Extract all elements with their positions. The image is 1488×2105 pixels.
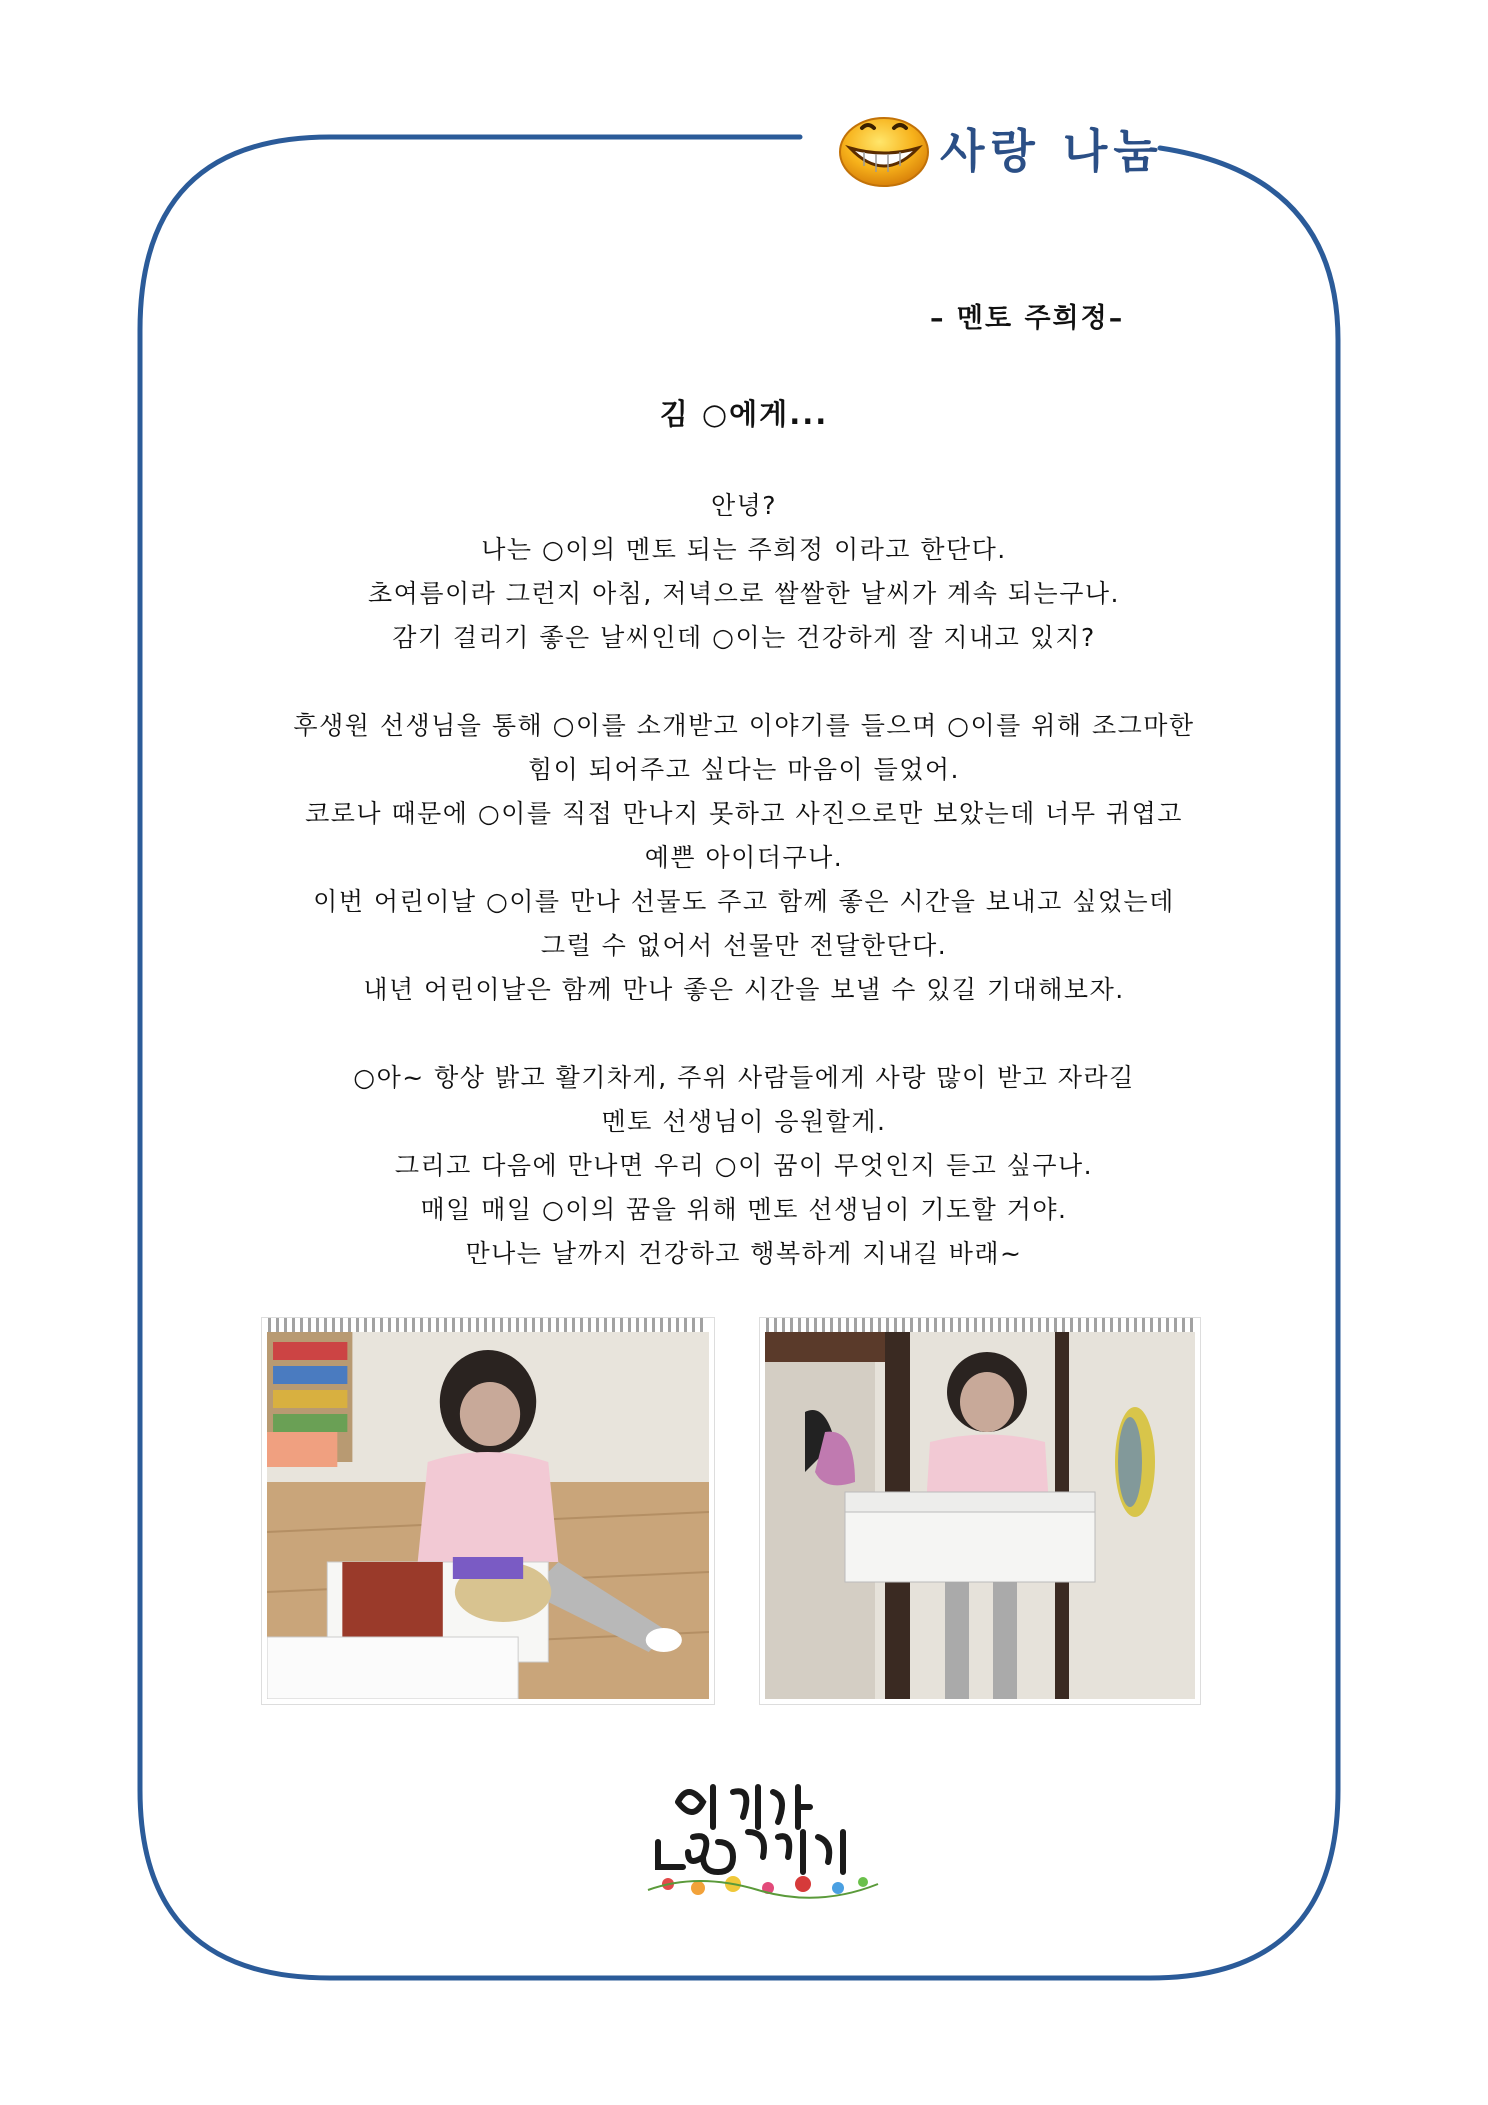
spiral-binding (766, 1318, 1194, 1332)
photo-illustration (267, 1332, 709, 1699)
letter-line: 멘토 선생님이 응원할게. (601, 1107, 887, 1136)
letter-line: 만나는 날까지 건강하고 행복하게 지내길 바래~ (465, 1239, 1023, 1268)
letter-paragraph-3 (200, 1056, 1288, 1276)
letter-line: 예쁜 아이더구나. (644, 843, 844, 872)
letter-line: 힘이 되어주고 싶다는 마음이 들었어. (528, 755, 960, 784)
letter-line: 코로나 때문에 ○이를 직접 만나지 못하고 사진으로만 보았는데 너무 귀엽고 (305, 799, 1183, 828)
letter-paragraph-2 (200, 704, 1288, 1012)
letter-line: 나는 ○이의 멘토 되는 주희정 이라고 한단다. (481, 535, 1007, 564)
page-header (836, 108, 1164, 188)
grinning-smiley-icon (836, 108, 932, 188)
spiral-binding (268, 1318, 708, 1332)
letter-line: 그럴 수 없어서 선물만 전달한단다. (540, 931, 948, 960)
photo-child-opening-gift (262, 1318, 714, 1704)
letter-line: 안녕? (710, 491, 778, 520)
paragraph-gap (200, 1012, 1288, 1056)
letter-author: – 멘토 주희정– (930, 303, 1125, 334)
photo-illustration (765, 1332, 1195, 1699)
letter-line: 감기 걸리기 좋은 날씨인데 ○이는 건강하게 잘 지내고 있지? (392, 623, 1096, 652)
letter-line: 후생원 선생님을 통해 ○이를 소개받고 이야기를 들으며 ○이를 위해 조그마한 (293, 711, 1195, 740)
letter-line: 초여름이라 그런지 아침, 저녁으로 쌀쌀한 날씨가 계속 되는구나. (368, 579, 1120, 608)
letter-body (200, 484, 1288, 1276)
page-title: 사랑 나눔 (940, 124, 1164, 178)
cheer-you-calligraphy-logo (638, 1772, 888, 1902)
letter-paragraph-1 (200, 484, 1288, 660)
letter-greeting: 김 ○에게... (659, 397, 829, 431)
photo-child-holding-gift (760, 1318, 1200, 1704)
letter-line: ○아~ 항상 밝고 활기차게, 주위 사람들에게 사랑 많이 받고 자라길 (353, 1063, 1135, 1092)
paragraph-gap (200, 660, 1288, 704)
letter-line: 매일 매일 ○이의 꿈을 위해 멘토 선생님이 기도할 거야. (420, 1195, 1068, 1224)
letter-line: 그리고 다음에 만나면 우리 ○이 꿈이 무엇인지 듣고 싶구나. (394, 1151, 1094, 1180)
letter-line: 이번 어린이날 ○이를 만나 선물도 주고 함께 좋은 시간을 보내고 싶었는데 (313, 887, 1175, 916)
letter-line: 내년 어린이날은 함께 만나 좋은 시간을 보낼 수 있길 기대해보자. (363, 975, 1125, 1004)
